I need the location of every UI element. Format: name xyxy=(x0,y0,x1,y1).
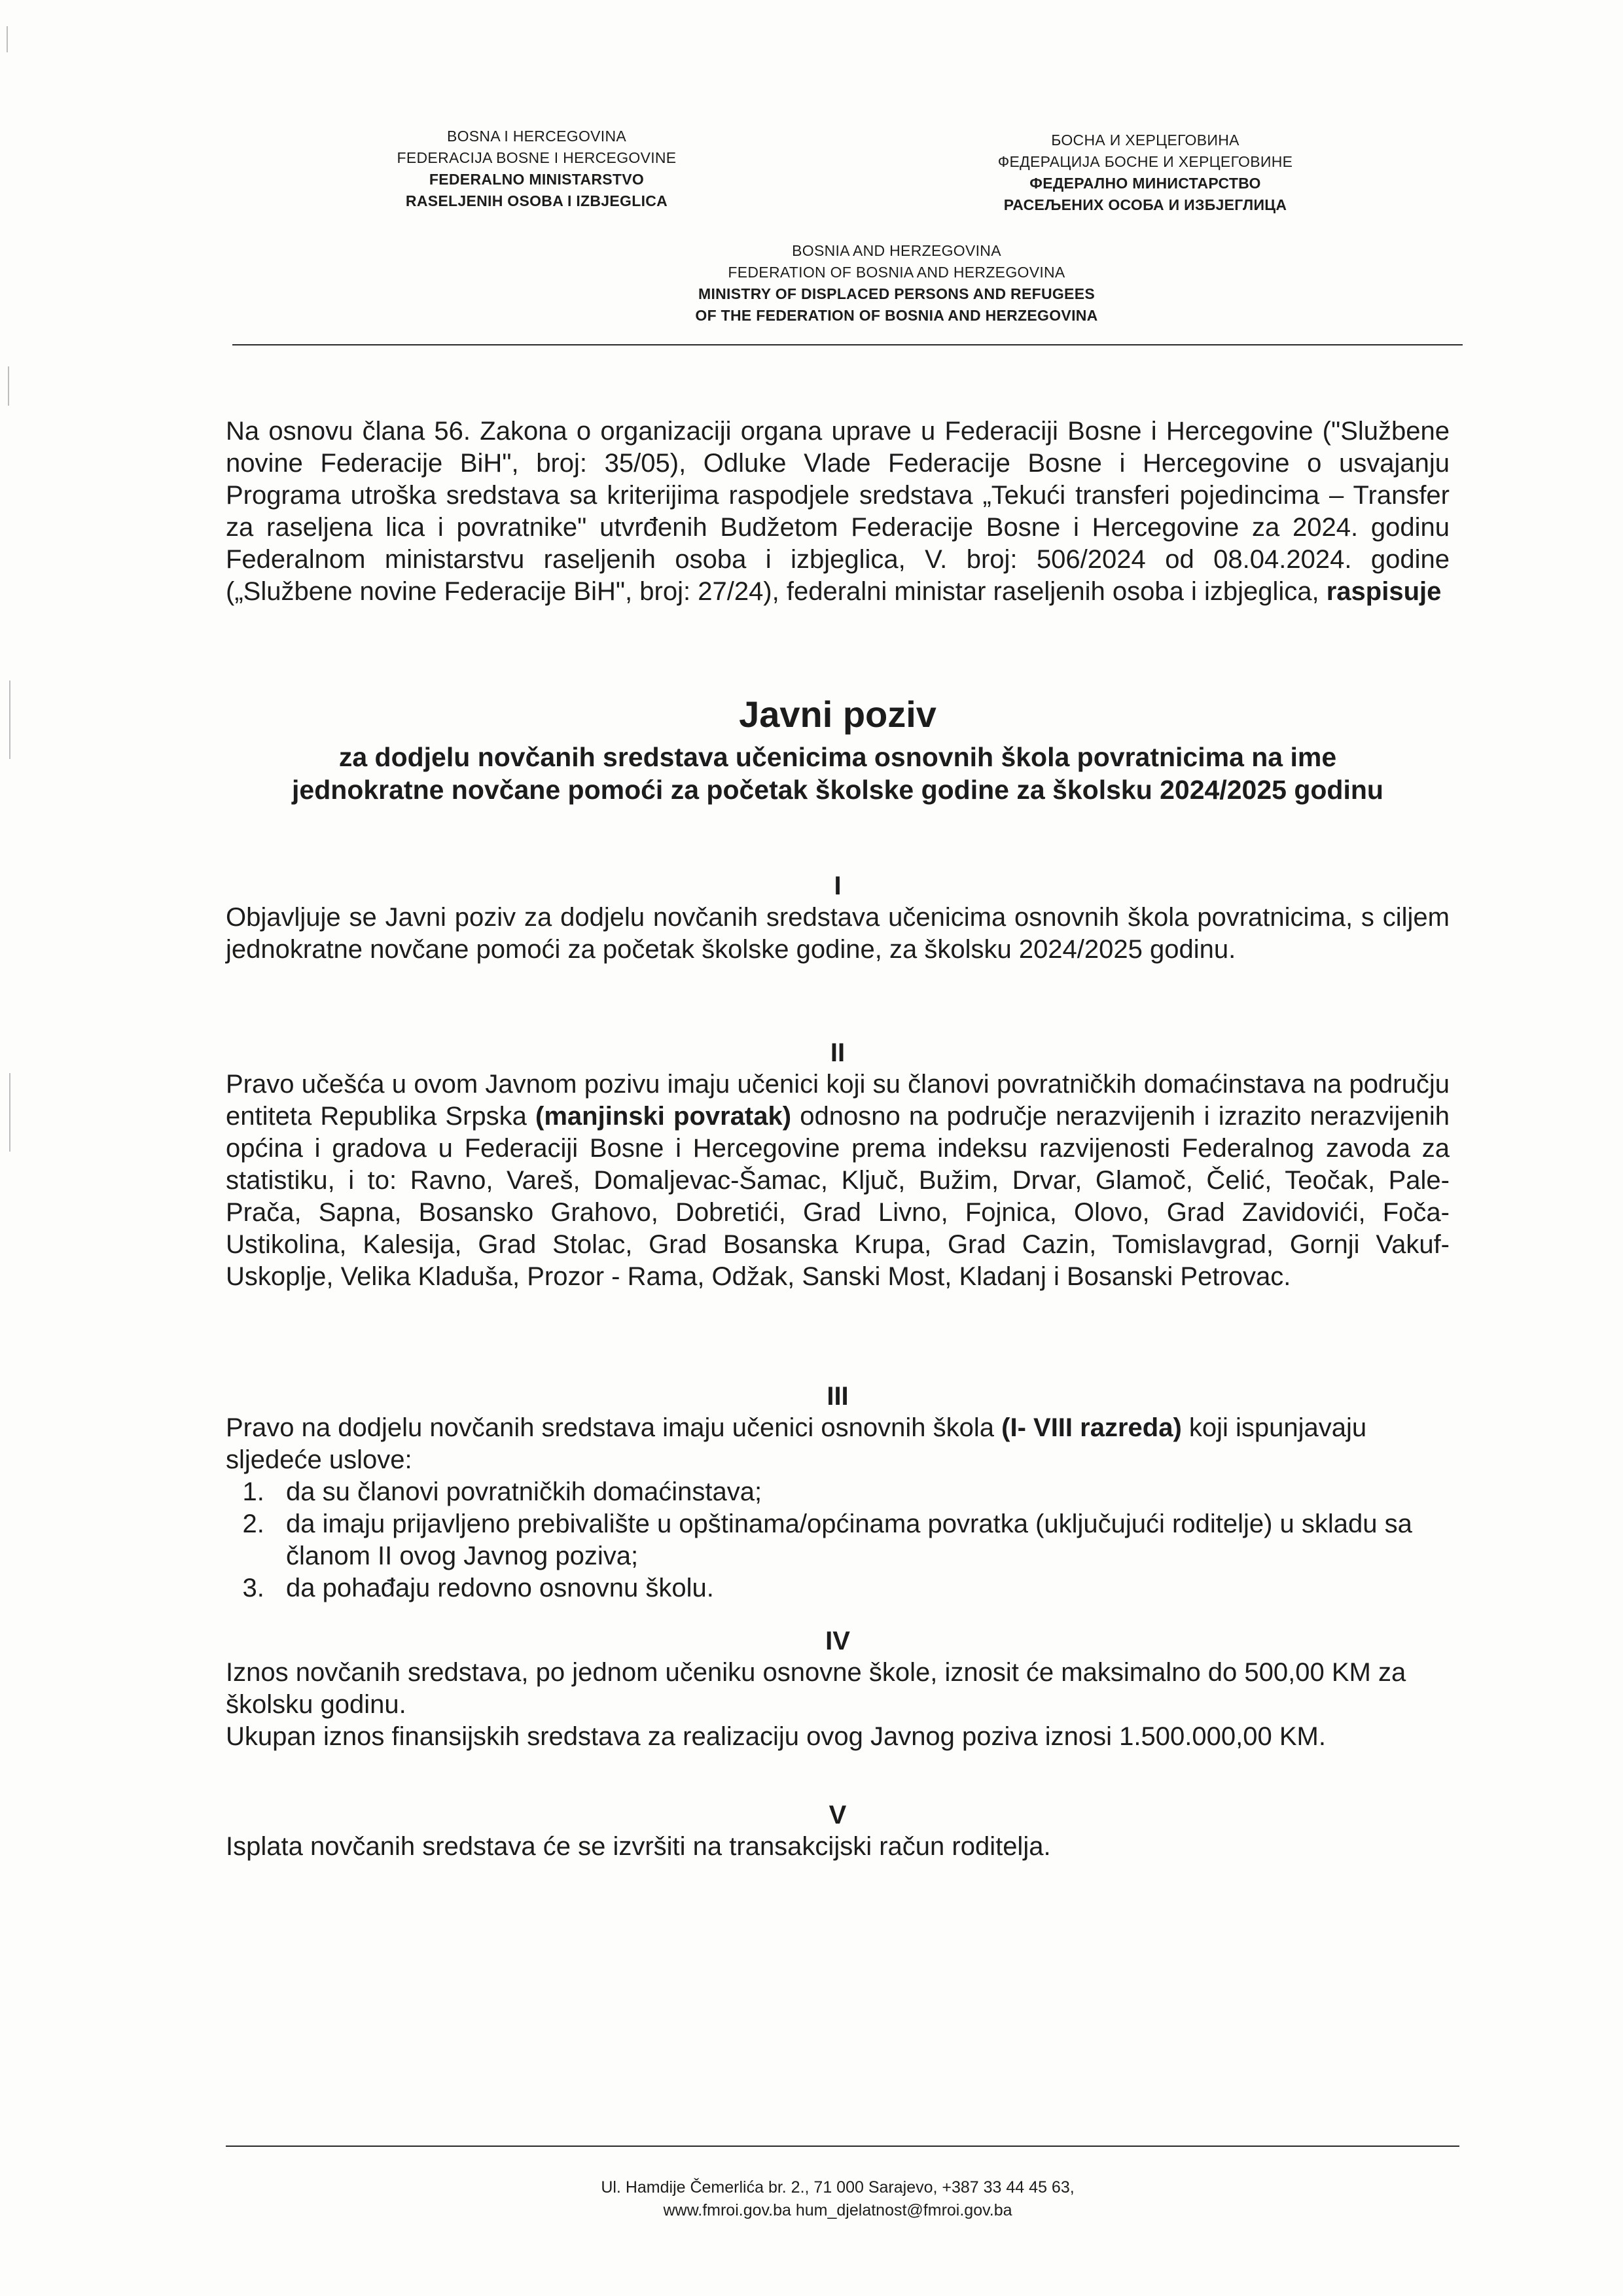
intro-bold-verb: raspisuje xyxy=(1326,577,1442,606)
section-2-bold: (manjinski povratak) xyxy=(535,1102,792,1131)
header-english-block xyxy=(602,240,1191,327)
scan-edge-mark xyxy=(9,1073,10,1152)
footer-divider xyxy=(226,2146,1459,2147)
section-3-text-b: koji ispunjavaju sljedeće uslove: xyxy=(226,1413,1367,1474)
section-number-2: II xyxy=(830,1038,846,1067)
section-2-paragraph xyxy=(226,1069,1450,1293)
scan-edge-mark xyxy=(8,366,9,406)
header-ministry-name: RASELJENIH OSOBA I IZBJEGLICA xyxy=(405,192,668,209)
header-country-cyr: БОСНА И ХЕРЦЕГОВИНА xyxy=(1051,132,1240,149)
header-country: BOSNA I HERCEGOVINA xyxy=(446,128,627,145)
header-federation-cyr: ФЕДЕРАЦИЈА БОСНЕ И ХЕРЦЕГОВИНЕ xyxy=(997,153,1293,170)
header-cyrillic-block xyxy=(936,130,1355,216)
header-ministry: FEDERALNO MINISTARSTVO xyxy=(429,171,645,188)
section-2-text-b: odnosno na područje nerazvijenih i izrazito nerazvijenih općina i gradova u Federaciji Bosne i Hercegovine prema indeksu razvijenosti Federalnog zavoda za statistiku, i to: Ravno, Vareš, Domaljevac-Šamac, Ključ, Bužim, Drvar, Glamoč, Čelić, Teočak, Pale-Prača, Sapna, Bosansko Grahovo, Dobretići, Grad Livno, Fojnica, Olovo, Grad Zavidovići, Foča-Ustikolina, Kalesija, Grad Stolac, Grad Bosanska Krupa, Grad Cazin, Tomislavgrad, Gornji Vakuf-Uskoplje, Velika Kladuša, Prozor - Rama, Odžak, Sanski Most, Kladanj i Bosanski Petrovac. xyxy=(226,1102,1450,1291)
header-divider xyxy=(232,344,1463,345)
section-4-paragraph xyxy=(226,1657,1450,1753)
section-3-paragraph xyxy=(226,1412,1450,1604)
header-federation: FEDERACIJA BOSNE I HERCEGOVINE xyxy=(397,149,677,166)
section-5-text: Isplata novčanih sredstava će se izvršiti na transakcijski račun roditelja. xyxy=(226,1832,1051,1861)
section-number-1: I xyxy=(834,872,842,900)
section-1-text: Objavljuje se Javni poziv za dodjelu novčanih sredstava učenicima osnovnih škola povratnicima, s ciljem jednokratne novčane pomoći za početak školske godine, za školsku 2024/2025 godinu. xyxy=(226,903,1450,964)
header-country-en: BOSNIA AND HERZEGOVINA xyxy=(792,242,1001,259)
intro-text: Na osnovu člana 56. Zakona o organizaciji organa uprave u Federaciji Bosne i Hercegovine ("Službene novine Federacije BiH", broj: 35/05), Odluke Vlade Federacije Bosne i Hercegovine o usvajanju Programa utroška sredstava sa kriterijima raspodjele sredstava „Tekući transferi pojedincima – Transfer za raseljena lica i povratnike" utvrđenih Budžetom Federacije Bosne i Hercegovine za 2024. godinu Federalnom ministarstvu raseljenih osoba i izbjeglica, V. broj: 506/2024 od 08.04.2024. godine („Službene novine Federacije BiH", broj: 27/24), federalni ministar raseljenih osoba i izbjeglica, xyxy=(226,417,1450,606)
section-4-total-amount: Ukupan iznos finansijskih sredstava za realizaciju ovog Javnog poziva iznosi 1.500.000,00 KM. xyxy=(226,1722,1326,1751)
condition-item: 3. da pohađaju redovno osnovnu školu. xyxy=(272,1572,1450,1604)
section-2-text-a: Pravo učešća u ovom Javnom pozivu imaju učenici koji su članovi povratničkih domaćinstava na području entiteta Republika Srpska xyxy=(226,1070,1450,1131)
conditions-list xyxy=(226,1476,1450,1604)
section-4-amount-per-student: Iznos novčanih sredstava, po jednom učeniku osnovne škole, iznosit će maksimalno do 500,00 KM za školsku godinu. xyxy=(226,1658,1406,1719)
section-3-bold: (I- VIII razreda) xyxy=(1001,1413,1182,1442)
header-ministry-cyr: ФЕДЕРАЛНО МИНИСТАРСТВО xyxy=(1029,175,1261,192)
header-federation-en: FEDERATION OF BOSNIA AND HERZEGOVINA xyxy=(728,264,1065,281)
document-subtitle xyxy=(226,741,1450,806)
footer-address: Ul. Hamdije Čemerlića br. 2., 71 000 Sarajevo, +387 33 44 45 63, xyxy=(601,2178,1075,2197)
section-number-3: III xyxy=(827,1382,849,1411)
section-number-5: V xyxy=(829,1801,847,1829)
intro-paragraph xyxy=(226,415,1450,608)
footer-web-email: www.fmroi.gov.ba hum_djelatnost@fmroi.gov.ba xyxy=(663,2201,1012,2219)
subtitle-line-1: za dodjelu novčanih sredstava učenicima osnovnih škola povratnicima na ime xyxy=(338,742,1337,772)
document-title: Javni poziv xyxy=(739,694,936,735)
scan-edge-mark xyxy=(9,680,10,759)
section-3-text-a: Pravo na dodjelu novčanih sredstava imaju učenici osnovnih škola xyxy=(226,1413,1002,1442)
section-3-intro xyxy=(226,1412,1450,1476)
section-number-4: IV xyxy=(825,1627,850,1655)
header-ministry-name-cyr: РАСЕЉЕНИХ ОСОБА И ИЗБЈЕГЛИЦА xyxy=(1003,196,1287,213)
header-ministry-name-en: OF THE FEDERATION OF BOSNIA AND HERZEGOVINA xyxy=(695,307,1098,324)
header-ministry-en: MINISTRY OF DISPLACED PERSONS AND REFUGEES xyxy=(698,285,1095,302)
condition-item: 1. da su članovi povratničkih domaćinstava; xyxy=(272,1476,1450,1508)
subtitle-line-2: jednokratne novčane pomoći za početak školske godine za školsku 2024/2025 godinu xyxy=(292,775,1383,805)
footer-contact xyxy=(226,2176,1450,2222)
scan-edge-mark xyxy=(7,26,8,52)
condition-item: 2. da imaju prijavljeno prebivalište u opštinama/općinama povratka (uključujući roditelje) u skladu sa članom II ovog Javnog poziva; xyxy=(272,1508,1450,1572)
header-latin-block xyxy=(347,126,726,212)
